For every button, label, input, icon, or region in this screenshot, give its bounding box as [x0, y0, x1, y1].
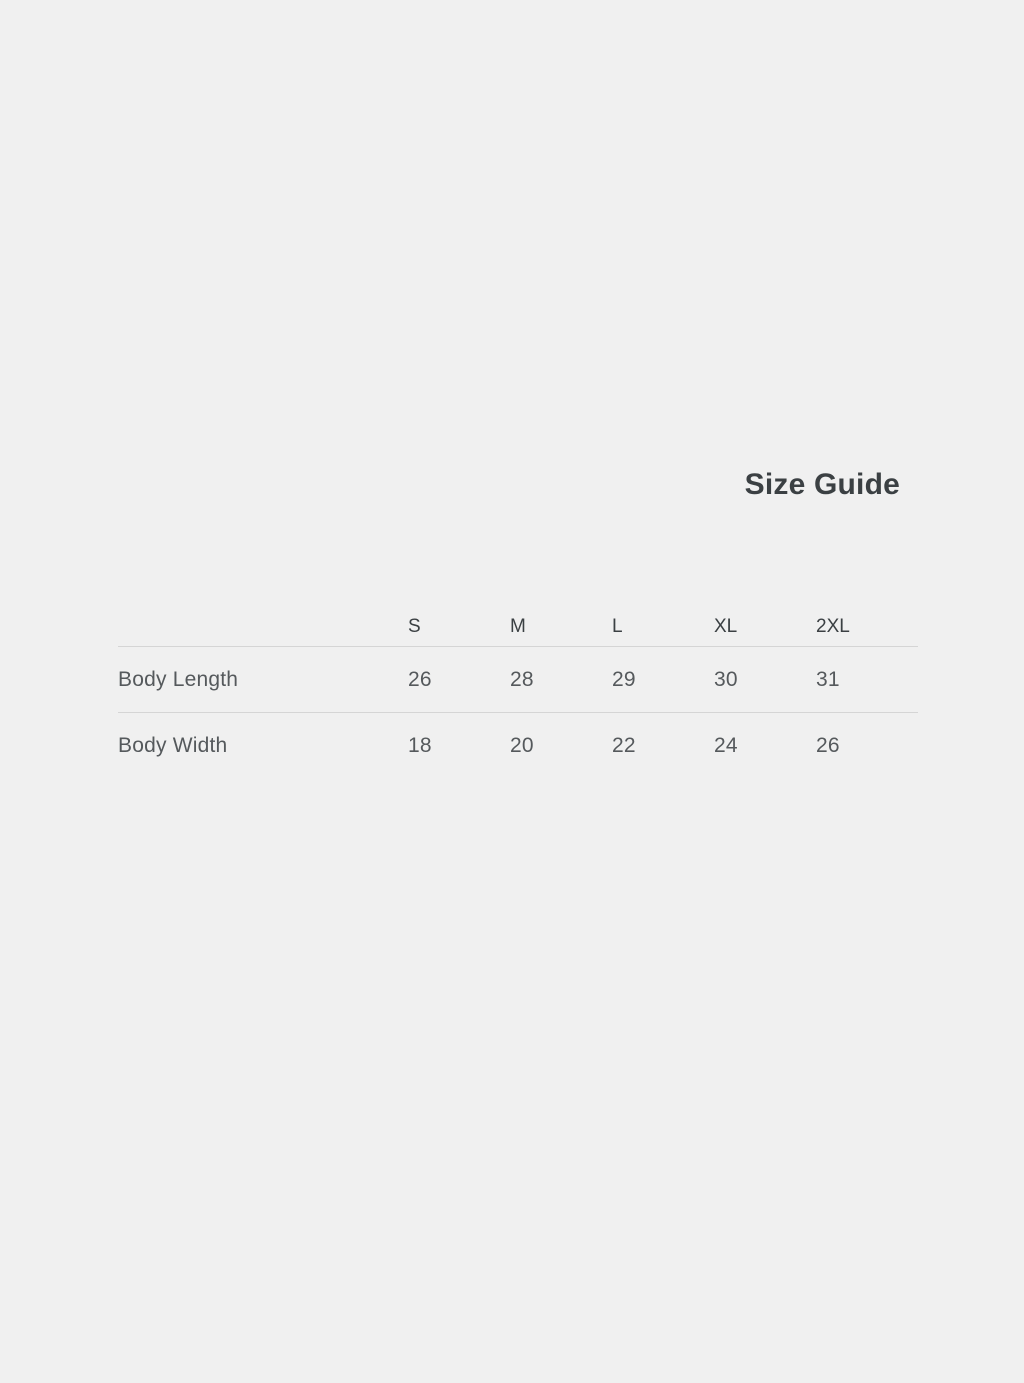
column-header-m: M — [510, 616, 526, 637]
cell-body-width-m: 20 — [510, 733, 534, 757]
table-body — [118, 647, 918, 779]
column-header-blank — [118, 608, 408, 647]
cell-body-length-xl: 30 — [714, 667, 738, 691]
cell-body-width-s: 18 — [408, 733, 432, 757]
table-header-row — [118, 608, 918, 647]
cell-body-length-s: 26 — [408, 667, 432, 691]
cell-body-width-xl: 24 — [714, 733, 738, 757]
row-label-body-length: Body Length — [118, 667, 239, 691]
size-guide-table-wrapper — [118, 608, 918, 778]
cell-body-length-2xl: 31 — [816, 667, 840, 691]
cell-body-width-l: 22 — [612, 733, 636, 757]
column-header-xl: XL — [714, 616, 738, 637]
column-header-l: L — [612, 616, 623, 637]
column-header-2xl: 2XL — [816, 616, 850, 637]
cell-body-length-l: 29 — [612, 667, 636, 691]
table-row — [118, 647, 918, 713]
size-guide-table — [118, 608, 918, 778]
cell-body-length-m: 28 — [510, 667, 534, 691]
row-label-body-width: Body Width — [118, 733, 228, 757]
column-header-s: S — [408, 616, 421, 637]
page-title: Size Guide — [744, 468, 900, 501]
table-row — [118, 713, 918, 779]
table-header — [118, 608, 918, 647]
cell-body-width-2xl: 26 — [816, 733, 840, 757]
